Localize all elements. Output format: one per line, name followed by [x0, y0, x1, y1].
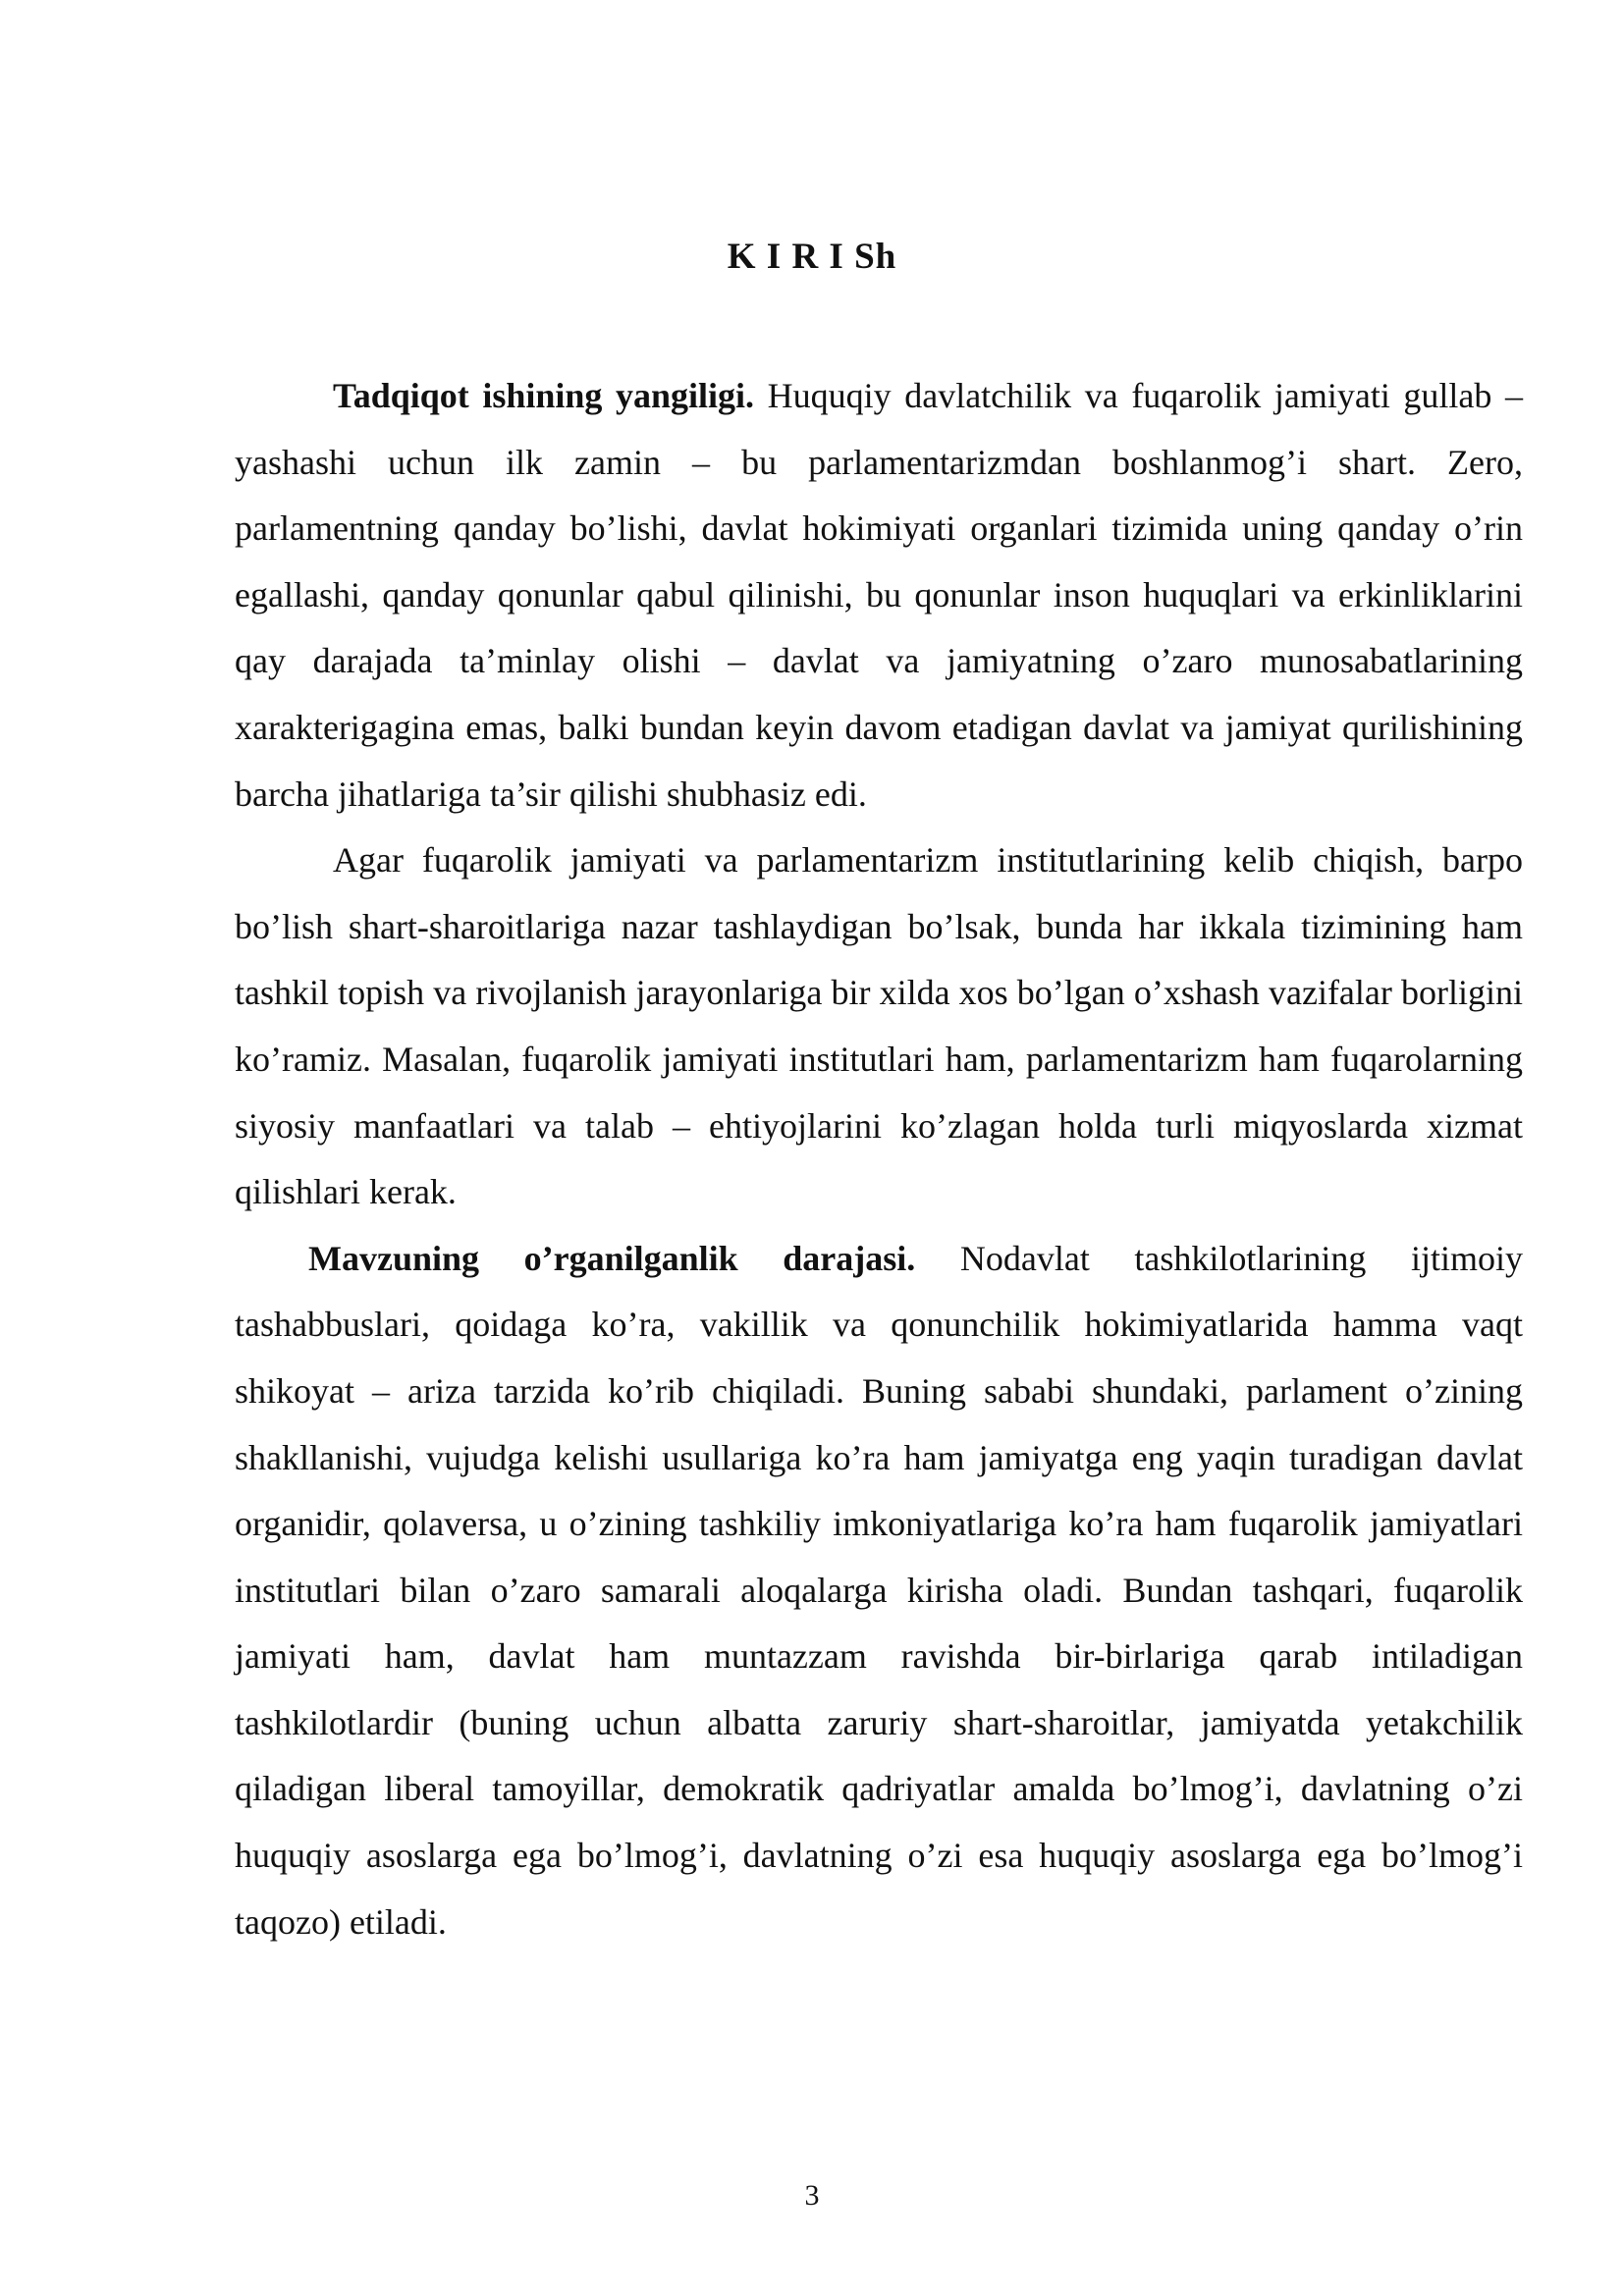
- page-number: 3: [804, 2179, 820, 2212]
- paragraph-institutions: [235, 828, 1523, 1226]
- paragraph-text: Nodavlat tashkilotlarining ijtimoiy tashabbuslari, qoidaga ko’ra, vakillik va qonunchilik hokimiyatlarida hamma vaqt shikoyat – ariza tarzida ko’rib chiqiladi. Buning sababi shundaki, parlament o’zining shakllanishi, vujudga kelishi usullariga ko’ra ham jamiyatga eng yaqin turadigan davlat organidir, qolaversa, u o’zining tashkiliy imkoniyatlariga ko’ra ham fuqarolik jamiyatlari institutlari bilan o’zaro samarali aloqalarga kirisha oladi. Bundan tashqari, fuqarolik jamiyati ham, davlat ham muntazzam ravishda bir-birlariga qarab intiladigan tashkilotlardir (buning uchun albatta zaruriy shart-sharoitlar, jamiyatda yetakchilik qiladigan liberal tamoyillar, demokratik qadriyatlar amalda bo’lmog’i, davlatning o’zi huquqiy asoslarga ega bo’lmog’i, davlatning o’zi esa huquqiy asoslarga ega bo’lmog’i taqozo) etiladi.: [235, 1238, 1523, 1942]
- paragraph-novelty: [235, 363, 1523, 828]
- paragraph-text: Huquqiy davlatchilik va fuqarolik jamiyati gullab – yashashi uchun ilk zamin – bu parlamentarizmdan boshlanmog’i shart. Zero, parlamentning qanday bo’lishi, davlat hokimiyati organlari tizimida uning qanday o’rin egallashi, qanday qonunlar qabul qilinishi, bu qonunlar inson huquqlari va erkinliklarini qay darajada ta’minlay olishi – davlat va jamiyatning o’zaro munosabatlarining xarakterigagina emas, balki bundan keyin davom etadigan davlat va jamiyat qurilishining barcha jihatlariga ta’sir qilishi shubhasiz edi.: [235, 376, 1523, 814]
- paragraph-lead: Mavzuning o’rganilganlik darajasi.: [308, 1238, 916, 1278]
- page-title: K I R I Sh: [727, 237, 897, 277]
- paragraph-research-degree: [235, 1226, 1523, 1956]
- paragraph-lead: Tadqiqot ishining yangiligi.: [333, 376, 755, 415]
- paragraph-text: Agar fuqarolik jamiyati va parlamentarizm institutlarining kelib chiqish, barpo bo’lish shart-sharoitlariga nazar tashlaydigan bo’lsak, bunda har ikkala tizimining ham tashkil topish va rivojlanish jarayonlariga bir xilda xos bo’lgan o’xshash vazifalar borligini ko’ramiz. Masalan, fuqarolik jamiyati institutlari ham, parlamentarizm ham fuqarolarning siyosiy manfaatlari va talab – ehtiyojlarini ko’zlagan holda turli miqyoslarda xizmat qilishlari kerak.: [235, 840, 1523, 1212]
- body-text: [235, 363, 1523, 1955]
